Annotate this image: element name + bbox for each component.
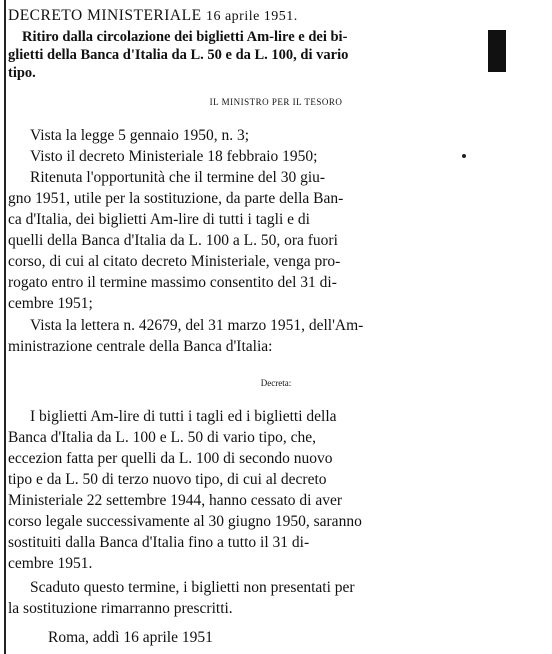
article-line: tipo e da L. 50 di terzo nuovo tipo, di cui al decreto (8, 471, 327, 488)
preamble-line: Ritenuta l'opportunità che il termine del 30 giu- (30, 169, 326, 186)
subject-line-2: glietti della Banca d'Italia da L. 50 e da L. 100, di vario (8, 47, 349, 63)
closing-line: Scaduto questo termine, i biglietti non presentati per (30, 579, 355, 596)
signature-line: Roma, addì 16 aprile 1951 (48, 629, 213, 646)
preamble-line: Vista la legge 5 gennaio 1950, n. 3; (30, 127, 250, 144)
preamble-line: cembre 1951; (8, 295, 93, 312)
preamble-line: corso, di cui al citato decreto Ministeriale, venga pro- (8, 253, 341, 270)
preamble-line: gno 1951, utile per la sostituzione, da parte della Ban- (8, 190, 344, 207)
article-line: sostituiti dalla Banca d'Italia fino a tutto il 31 di- (8, 534, 310, 551)
article-line: cembre 1951. (8, 555, 93, 572)
preamble-line: ca d'Italia, dei biglietti Am-lire di tutti i tagli e di (8, 211, 310, 228)
decreta-heading: Decreta: (260, 378, 292, 388)
article-line: eccezion fatta per quelli da L. 100 di secondo nuovo (8, 450, 333, 467)
article-line: Banca d'Italia da L. 100 e L. 50 di vario tipo, che, (8, 429, 316, 446)
edge-mark (488, 30, 506, 72)
decree-title-text: DECRETO MINISTERIALE (8, 7, 202, 24)
closing-line: la sostituzione rimarranno prescritti. (8, 600, 233, 617)
preamble-line: quelli della Banca d'Italia da L. 100 a L. 50, ora fuori (8, 232, 338, 249)
preamble-line: rogato entro il termine massimo consentito del 31 di- (8, 274, 337, 291)
preamble-line: Vista la lettera n. 42679, del 31 marzo 1951, dell'Am- (30, 317, 364, 334)
subject-line-3: tipo. (8, 65, 36, 81)
stray-dot (462, 154, 466, 158)
subject-line-1: Ritiro dalla circolazione dei biglietti Am-lire e dei bi- (22, 29, 348, 45)
preamble-line: ministrazione centrale della Banca d'Italia: (8, 338, 273, 355)
preamble-line: Visto il decreto Ministeriale 18 febbraio 1950; (30, 148, 318, 165)
decree-title (8, 6, 298, 27)
article-line: I biglietti Am-lire di tutti i tagli ed i biglietti della (30, 408, 337, 425)
authority-heading: IL MINISTRO PER IL TESORO (209, 97, 343, 107)
decree-date: 16 aprile 1951. (205, 9, 298, 24)
article-line: Ministeriale 22 settembre 1944, hanno cessato di aver (8, 492, 343, 509)
article-line: corso legale successivamente al 30 giugno 1950, saranno (8, 513, 362, 530)
